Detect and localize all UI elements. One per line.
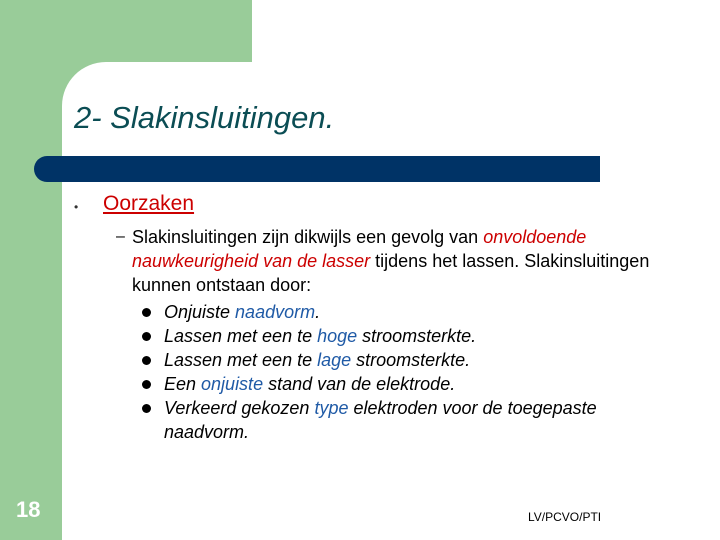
item-text: stroomsterkte. bbox=[357, 326, 477, 346]
slide-title: 2- Slakinsluitingen. bbox=[74, 100, 335, 135]
item-text: Een bbox=[164, 374, 202, 394]
list-item bbox=[140, 372, 680, 396]
bullet-dot-icon bbox=[142, 332, 151, 341]
item-text: elektroden voor de toegepaste naadvorm. bbox=[164, 398, 597, 442]
title-underline-bar bbox=[34, 156, 600, 182]
item-text: Lassen met een te bbox=[164, 350, 318, 370]
list-item bbox=[140, 300, 680, 324]
item-text: stand van de elektrode. bbox=[263, 374, 456, 394]
paragraph-text-1: Slakinsluitingen zijn dikwijls een gevolg van bbox=[132, 227, 484, 247]
item-highlight: onjuiste bbox=[201, 374, 264, 394]
item-highlight: type bbox=[314, 398, 349, 418]
causes-list bbox=[140, 300, 680, 444]
bullet-dot-icon bbox=[142, 404, 151, 413]
item-text: Onjuiste bbox=[164, 302, 236, 322]
item-text: stroomsterkte. bbox=[351, 350, 471, 370]
item-text: Verkeerd gekozen bbox=[164, 398, 315, 418]
dash-bullet-icon: – bbox=[116, 228, 125, 245]
list-item bbox=[140, 348, 680, 372]
list-item bbox=[140, 324, 680, 348]
footer-text: LV/PCVO/PTI bbox=[528, 510, 602, 524]
intro-paragraph bbox=[132, 225, 652, 297]
paragraph-text-2: tijdens het lassen. Slakinsluitingen kunnen ontstaan door: bbox=[132, 251, 650, 295]
bullet-dot-icon bbox=[142, 380, 151, 389]
item-highlight: naadvorm bbox=[235, 302, 316, 322]
item-highlight: hoge bbox=[317, 326, 358, 346]
page-number: 18 bbox=[16, 497, 41, 522]
bullet-dot-icon: • bbox=[74, 200, 79, 214]
item-highlight: lage bbox=[317, 350, 352, 370]
bullet-dot-icon bbox=[142, 356, 151, 365]
bullet-dot-icon bbox=[142, 308, 151, 317]
section-heading: Oorzaken bbox=[103, 192, 195, 215]
list-item bbox=[140, 396, 664, 444]
item-text: . bbox=[315, 302, 321, 322]
paragraph-highlight: onvoldoende nauwkeurigheid van de lasser bbox=[132, 227, 587, 271]
item-text: Lassen met een te bbox=[164, 326, 318, 346]
